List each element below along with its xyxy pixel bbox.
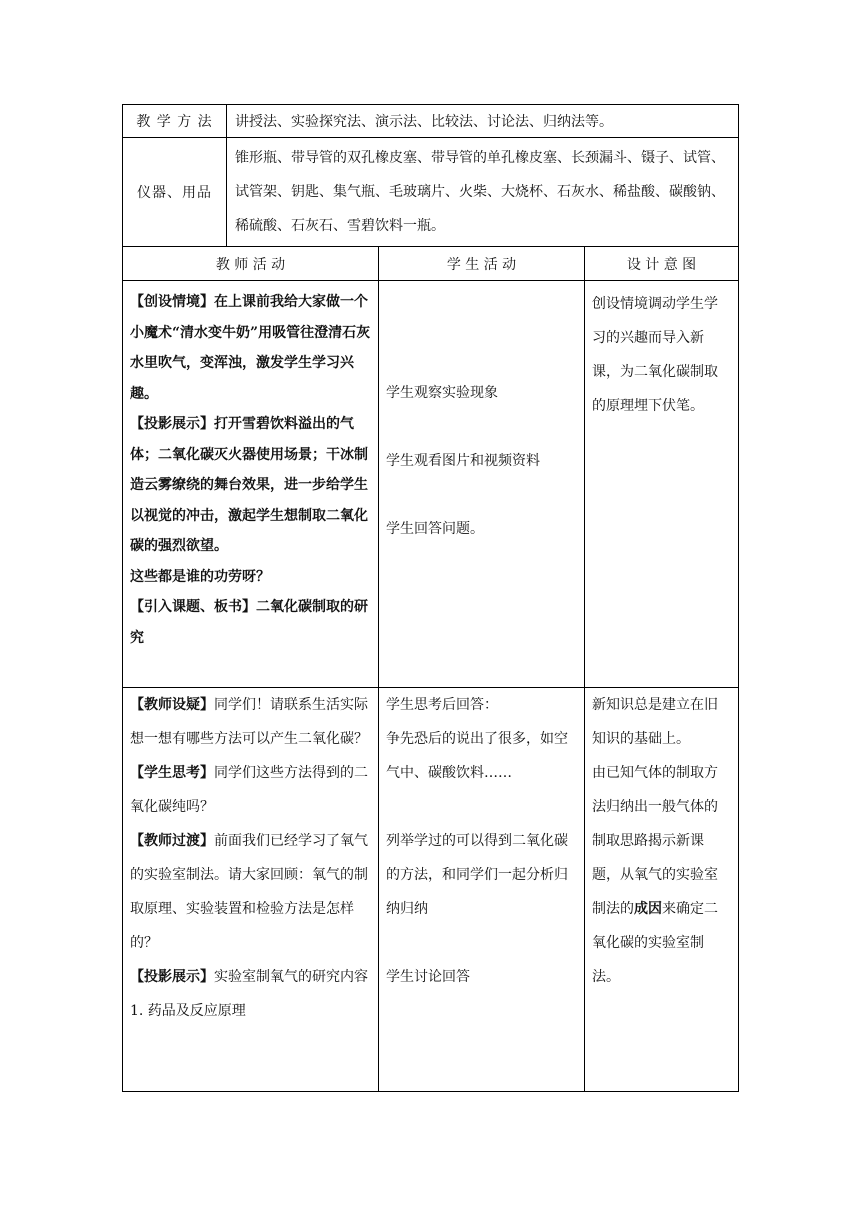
student-activity-header: 学 生 活 动 <box>379 247 585 281</box>
equipment-value: 锥形瓶、带导管的双孔橡皮塞、带导管的单孔橡皮塞、长颈漏斗、镊子、试管、试管架、钥匙、集气瓶、毛玻璃片、火柴、大烧杯、石灰水、稀盐酸、碳酸钠、稀硫酸、石灰石、雪碧饮料一瓶。 <box>227 138 739 247</box>
student-activity-cell-1 <box>379 281 585 688</box>
teacher-activity-header: 教 师 活 动 <box>123 247 379 281</box>
design-intent-cell-2 <box>585 688 739 1092</box>
teacher-para: 【投影展示】实验室制氧气的研究内容 <box>130 969 368 985</box>
column-header-row <box>123 247 739 281</box>
equipment-label: 仪器、用品 <box>123 138 227 247</box>
lesson-row-2 <box>123 688 739 1092</box>
teacher-para: 【引入课题、板书】二氧化碳制取的研究 <box>130 599 368 646</box>
lesson-row-1 <box>123 281 739 688</box>
method-label: 教 学 方 法 <box>123 105 227 138</box>
student-line: 学生回答问题。 <box>386 521 484 537</box>
student-line: 学生观看图片和视频资料 <box>386 453 540 469</box>
teacher-para: 【教师过渡】前面我们已经学习了氧气的实验室制法。请大家回顾：氧气的制取原理、实验装置和检验方法是怎样的？ <box>130 833 368 951</box>
teacher-activity-cell-2 <box>123 688 379 1092</box>
teacher-para: 【创设情境】在上课前我给大家做一个小魔术“清水变牛奶”用吸管往澄清石灰水里吹气，变浑浊，激发学生学习兴趣。 <box>130 294 371 402</box>
design-intent-cell-1: 创设情境调动学生学习的兴趣而导入新课，为二氧化碳制取的原理埋下伏笔。 <box>585 281 739 688</box>
teacher-activity-cell-1 <box>123 281 379 688</box>
teacher-para: 这些都是谁的功劳呀？ <box>130 568 270 585</box>
design-intent-header: 设 计 意 图 <box>585 247 739 281</box>
student-line: 学生观察实验现象 <box>386 385 498 401</box>
student-activity-cell-2 <box>379 688 585 1092</box>
teacher-para: 【投影展示】打开雪碧饮料溢出的气体；二氧化碳灭火器使用场景；干冰制造云雾缭绕的舞台效果，进一步给学生以视觉的冲击，激起学生想制取二氧化碳的强烈欲望。 <box>130 416 368 554</box>
student-line: 学生讨论回答 <box>386 969 470 985</box>
design-para: 新知识总是建立在旧知识的基础上。 <box>592 697 718 747</box>
method-value: 讲授法、实验探究法、演示法、比较法、讨论法、归纳法等。 <box>227 105 739 138</box>
equipment-row <box>123 138 739 247</box>
method-row <box>123 105 739 138</box>
teacher-para: 【学生思考】同学们这些方法得到的二氧化碳纯吗？ <box>130 765 368 815</box>
teacher-para: 1. 药品及反应原理 <box>130 1003 246 1019</box>
design-para: 由已知气体的制取方法归纳出一般气体的制取思路揭示新课题，从氧气的实验室制法的成因来确定二氧化碳的实验室制法。 <box>592 765 718 985</box>
teacher-para: 【教师设疑】同学们！请联系生活实际想一想有哪些方法可以产生二氧化碳？ <box>130 697 368 747</box>
lesson-plan-table <box>122 104 739 1092</box>
student-line: 学生思考后回答： <box>386 697 498 713</box>
student-line: 列举学过的可以得到二氧化碳的方法，和同学们一起分析归纳归纳 <box>386 833 568 917</box>
student-line: 争先恐后的说出了很多，如空气中、碳酸饮料…… <box>386 731 568 781</box>
